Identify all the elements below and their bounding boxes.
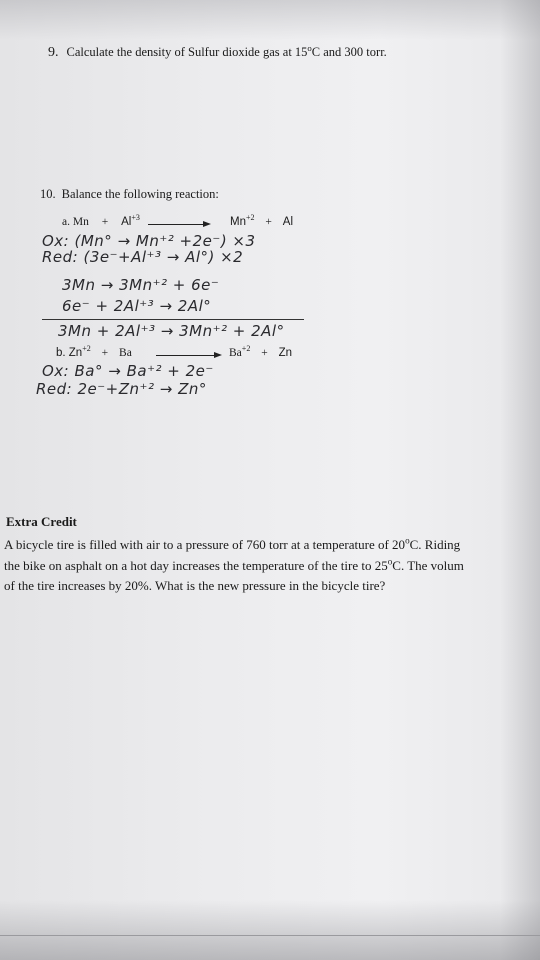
reaction-a-products [230,213,294,228]
reaction-b-product2: Zn [278,347,293,359]
reaction-b-label: b. Zn [56,347,83,359]
extra-credit-line-2-degree: o [387,556,393,567]
extra-credit-line-1 [4,537,460,553]
handwriting-a-red: Red: (3e⁻+Al⁺³ → Al°) ×2 [42,248,244,266]
extra-credit-line-1-after: C. Riding [409,537,461,552]
extra-credit-title: Extra Credit [6,514,77,529]
reaction-a-reactants [62,213,140,228]
extra-credit-line-3: of the tire increases by 20%. What is the new pressure in the bicycle tire? [4,578,386,593]
reaction-a-plus2: + [265,216,272,228]
question-9 [48,42,387,61]
reaction-b-reactants [56,344,132,359]
question-9-number: 9. [48,45,59,60]
handwriting-a-total: 3Mn + 2Al⁺³ → 3Mn⁺² + 2Al° [58,322,285,340]
handwriting-a-step1: 3Mn → 3Mn⁺² + 6e⁻ [62,276,220,294]
reaction-b-arrowhead [214,352,222,358]
reaction-b-products [229,344,293,359]
handwriting-b-ox: Ox: Ba° → Ba⁺² + 2e⁻ [42,362,214,380]
reaction-a-arrowhead [203,221,211,227]
handwriting-b-red: Red: 2e⁻+Zn⁺² → Zn° [36,380,207,398]
extra-credit-line-2 [4,558,464,574]
reaction-a-product2: Al [282,216,294,228]
page-shadow-top [0,0,540,40]
extra-credit-line-1-before: A bicycle tire is filled with air to a pressure of 760 torr at a temperature of 20 [4,537,406,552]
extra-credit-line-2-after: C. The volum [392,558,464,573]
sheet-bottom-edge [0,935,540,936]
question-9-text-after: C and 300 torr. [311,45,387,59]
page-shadow-bottom [0,900,540,960]
reaction-a-arrow [148,224,204,225]
question-10 [40,187,219,202]
extra-credit-line-2-before: the bike on asphalt on a hot day increases the temperature of the tire to 25 [4,558,388,573]
question-10-text: Balance the following reaction: [61,187,219,201]
handwriting-a-step2: 6e⁻ + 2Al⁺³ → 2Al° [62,297,212,315]
reaction-b-plus1: + [101,347,109,359]
question-9-text-before: Calculate the density of Sulfur dioxide gas at 15 [66,45,308,59]
reaction-a-reactant2: Al [121,216,132,228]
extra-credit-line-1-degree: o [405,535,410,546]
handwriting-a-ox: Ox: (Mn° → Mn⁺² +2e⁻) ×3 [42,232,256,250]
reaction-b-product1-charge: +2 [241,344,251,354]
page-shadow-right [500,0,540,960]
handwriting-a-sum-line [42,319,304,320]
reaction-a-plus1: + [101,216,109,228]
question-9-degree: o [307,42,312,53]
reaction-a-reactant2-charge: +3 [131,213,140,223]
reaction-b-product1: Ba [229,347,242,359]
reaction-a-product1: Mn [230,216,246,228]
question-10-number: 10. [40,187,56,201]
reaction-b-reactant2: Ba [119,347,132,359]
reaction-b-arrow [156,355,216,356]
reaction-b-label-charge: +2 [82,344,91,354]
reaction-a-label: a. Mn [62,216,89,228]
reaction-b-plus2: + [261,347,268,359]
reaction-a-product1-charge: +2 [245,213,255,223]
